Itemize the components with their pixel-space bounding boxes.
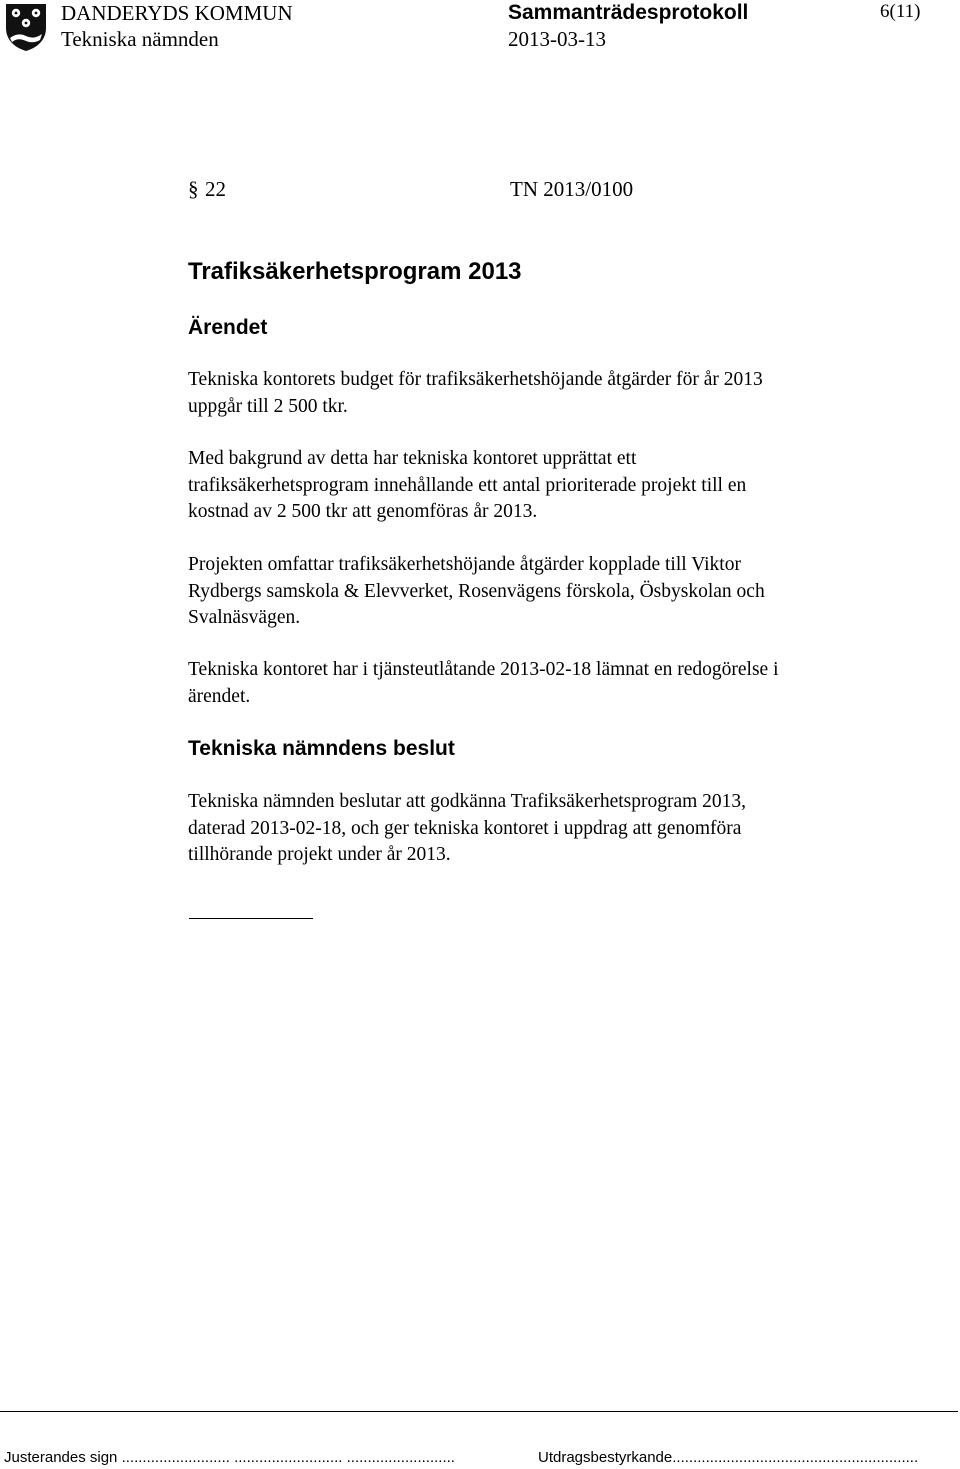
decision-heading: Tekniska nämndens beslut [188,737,455,760]
text-line: Tekniska kontoret har i tjänsteutlåtande 2013-02-18 lämnat en redogörelse i [188,659,779,680]
decision-paragraph [188,789,908,869]
text-line: uppgår till 2 500 tkr. [188,395,348,417]
end-of-item-divider [189,918,313,919]
text-line: Med bakgrund av detta har tekniska kontoret upprättat ett [188,448,637,469]
text-line: Projekten omfattar trafiksäkerhetshöjande åtgärder kopplade till Viktor [188,554,741,575]
text-line: kostnad av 2 500 tkr att genomföras år 2013. [188,501,538,522]
municipality-coat-of-arms-icon [4,2,48,52]
section-sign: § [188,177,199,201]
extract-certification-field: Utdragsbestyrkande........................................................... [538,1449,919,1466]
text-line: daterad 2013-02-18, och ger tekniska kontoret i uppdrag att genomföra [188,817,742,839]
item-title: Trafiksäkerhetsprogram 2013 [188,258,522,285]
arendet-heading: Ärendet [188,316,268,339]
meeting-date: 2013-03-13 [508,27,606,51]
text-line: tillhörande projekt under år 2013. [188,844,451,865]
diary-number: TN 2013/0100 [510,177,634,201]
signature-field: Justerandes sign .......................... .......................... .......................... [4,1449,455,1466]
committee-name: Tekniska nämnden [61,27,219,51]
document-type: Sammanträdesprotokoll [508,1,749,24]
arendet-paragraph-3 [188,552,908,632]
paragraph-number: 22 [205,177,226,201]
page-number: 6(11) [880,1,921,22]
arendet-paragraph-1 [188,367,908,420]
municipality-name: DANDERYDS KOMMUN [61,1,293,25]
text-line: trafiksäkerhetsprogram innehållande ett antal prioriterade projekt till en [188,474,747,496]
text-line: Tekniska kontorets budget för trafiksäkerhetshöjande åtgärder för år 2013 [188,369,763,390]
text-line: ärendet. [188,685,251,707]
text-line: Tekniska nämnden beslutar att godkänna Trafiksäkerhetsprogram 2013, [188,791,747,812]
arendet-paragraph-2 [188,446,908,526]
text-line: Rydbergs samskola & Elevverket, Rosenvägens förskola, Ösbyskolan och [188,580,765,602]
footer-divider [0,1411,958,1412]
text-line: Svalnäsvägen. [188,607,301,628]
arendet-paragraph-4 [188,657,908,710]
